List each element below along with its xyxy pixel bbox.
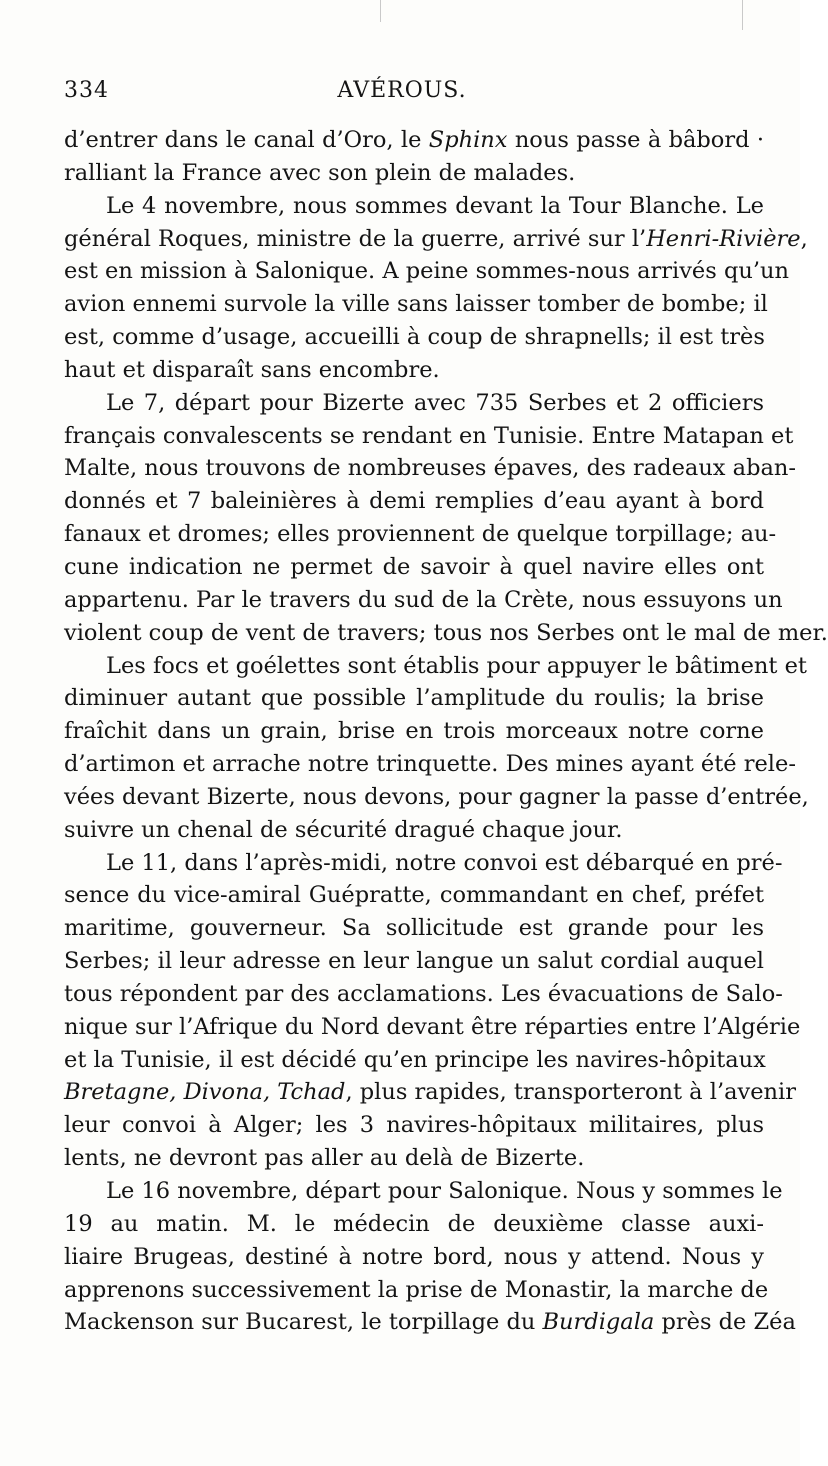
text-segment: général Roques, ministre de la guerre, arrivé sur l’: [64, 225, 647, 252]
text-segment: vées devant Bizerte, nous devons, pour gagner la passe d’entrée,: [64, 783, 809, 810]
text-segment: est en mission à Salonique. A peine sommes-nous arrivés qu’un: [64, 258, 789, 285]
text-segment: tous répondent par des acclamations. Les évacuations de Salo-: [64, 980, 783, 1007]
text-line: [64, 584, 783, 617]
text-line: [64, 1142, 764, 1175]
text-line: [64, 978, 783, 1011]
text-line: [64, 1011, 801, 1044]
text-line: [64, 1044, 764, 1077]
text-segment: d’artimon et arrache notre trinquette. Des mines ayant été rele-: [64, 751, 796, 778]
text-line: [64, 1306, 796, 1339]
italic-text: Bretagne, Divona, Tchad: [64, 1079, 346, 1106]
text-segment: liaire Brugeas, destiné à notre bord, nous y attend. Nous y: [64, 1243, 764, 1270]
text-segment: cune indication ne permet de savoir à quel navire elles ont: [64, 553, 764, 580]
text-line: [64, 945, 764, 978]
text-segment: violent coup de vent de travers; tous nos Serbes ont le mal de mer.: [64, 619, 828, 646]
text-segment: Malte, nous trouvons de nombreuses épaves, des radeaux aban-: [64, 455, 796, 482]
text-segment: leur convoi à Alger; les 3 navires-hôpitaux militaires, plus: [64, 1112, 764, 1139]
text-line: [64, 617, 828, 650]
text-line: [64, 1274, 769, 1307]
text-segment: fanaux et dromes; elles proviennent de quelque torpillage; au-: [64, 521, 777, 548]
page-header: [64, 78, 740, 118]
text-segment: , plus rapides, transporteront à l’avenir: [345, 1079, 796, 1106]
text-line: [64, 354, 764, 387]
text-line: [64, 879, 764, 912]
text-line: [64, 748, 796, 781]
text-line: [64, 288, 768, 321]
text-segment: diminuer autant que possible l’amplitude du roulis; la brise: [64, 685, 764, 712]
text-segment: nique sur l’Afrique du Nord devant être réparties entre l’Algérie: [64, 1013, 801, 1040]
text-segment: Serbes; il leur adresse en leur langue un salut cordial auquel: [64, 948, 764, 975]
running-title: AVÉROUS.: [337, 78, 467, 103]
text-segment: Le 16 novembre, départ pour Salonique. Nous y sommes le: [106, 1178, 783, 1204]
text-line: [64, 1109, 764, 1142]
text-line: [64, 1076, 796, 1109]
text-line: [64, 518, 777, 551]
text-segment: et la Tunisie, il est décidé qu’en principe les navires-hôpitaux: [64, 1046, 766, 1073]
italic-text: Burdigala: [542, 1309, 655, 1336]
text-line: [64, 223, 808, 256]
text-line: [64, 682, 764, 715]
text-segment: Le 7, départ pour Bizerte avec 735 Serbes et 2 officiers: [106, 389, 764, 416]
body-text: [64, 124, 828, 1339]
text-line: [64, 551, 764, 584]
italic-text: Sphinx: [428, 127, 508, 153]
text-line: [64, 124, 764, 157]
text-line: [64, 781, 809, 814]
text-segment: fraîchit dans un grain, brise en trois morceaux notre corne: [64, 718, 764, 745]
scan-mark-top: [380, 0, 381, 22]
text-line: [64, 190, 764, 223]
text-line: [64, 387, 764, 420]
text-segment: Mackenson sur Bucarest, le torpillage du: [64, 1309, 543, 1336]
text-line: [64, 1208, 764, 1241]
text-segment: d’entrer dans le canal d’Oro, le: [64, 127, 429, 153]
text-line: [64, 157, 764, 190]
text-segment: français convalescents se rendant en Tunisie. Entre Matapan et: [64, 422, 794, 449]
page-number: 334: [64, 78, 109, 103]
text-line: [64, 847, 783, 880]
text-segment: ralliant la France avec son plein de malades.: [64, 159, 576, 186]
text-segment: maritime, gouverneur. Sa sollicitude est grande pour les: [64, 915, 764, 942]
text-line: [64, 420, 794, 453]
text-segment: suivre un chenal de sécurité dragué chaque jour.: [64, 816, 623, 843]
scan-mark-top-right: [742, 0, 743, 30]
text-line: [64, 912, 764, 945]
text-segment: nous passe à bâbord ·: [507, 127, 765, 153]
text-segment: haut et disparaît sans encombre.: [64, 356, 440, 383]
text-line: [64, 1175, 783, 1208]
text-segment: donnés et 7 baleinières à demi remplies d’eau ayant à bord: [64, 488, 764, 515]
text-segment: 19 au matin. M. le médecin de deuxième classe auxi-: [64, 1210, 764, 1237]
text-line: [64, 715, 764, 748]
text-segment: est, comme d’usage, accueilli à coup de shrapnells; il est très: [64, 324, 765, 351]
text-segment: avion ennemi survole la ville sans laisser tomber de bombe; il: [64, 291, 768, 318]
text-line: [64, 452, 796, 485]
text-segment: sence du vice-amiral Guépratte, commandant en chef, préfet: [64, 882, 764, 909]
text-segment: Les focs et goélettes sont établis pour appuyer le bâtiment et: [106, 652, 807, 679]
text-line: [64, 1241, 764, 1274]
text-segment: apprenons successivement la prise de Monastir, la marche de: [64, 1276, 769, 1303]
text-segment: lents, ne devront pas aller au delà de Bizerte.: [64, 1145, 585, 1172]
text-line: [64, 814, 764, 847]
text-line: [64, 485, 764, 518]
text-segment: ,: [800, 225, 808, 252]
text-segment: Le 4 novembre, nous sommes devant la Tour Blanche. Le: [106, 192, 764, 219]
italic-text: Henri-Rivière: [646, 225, 801, 252]
text-segment: appartenu. Par le travers du sud de la Crète, nous essuyons un: [64, 586, 783, 613]
text-line: [64, 321, 764, 354]
text-segment: près de Zéa: [654, 1309, 796, 1336]
text-segment: Le 11, dans l’après-midi, notre convoi est débarqué en pré-: [106, 849, 783, 876]
text-line: [64, 255, 789, 288]
text-line: [64, 650, 807, 683]
